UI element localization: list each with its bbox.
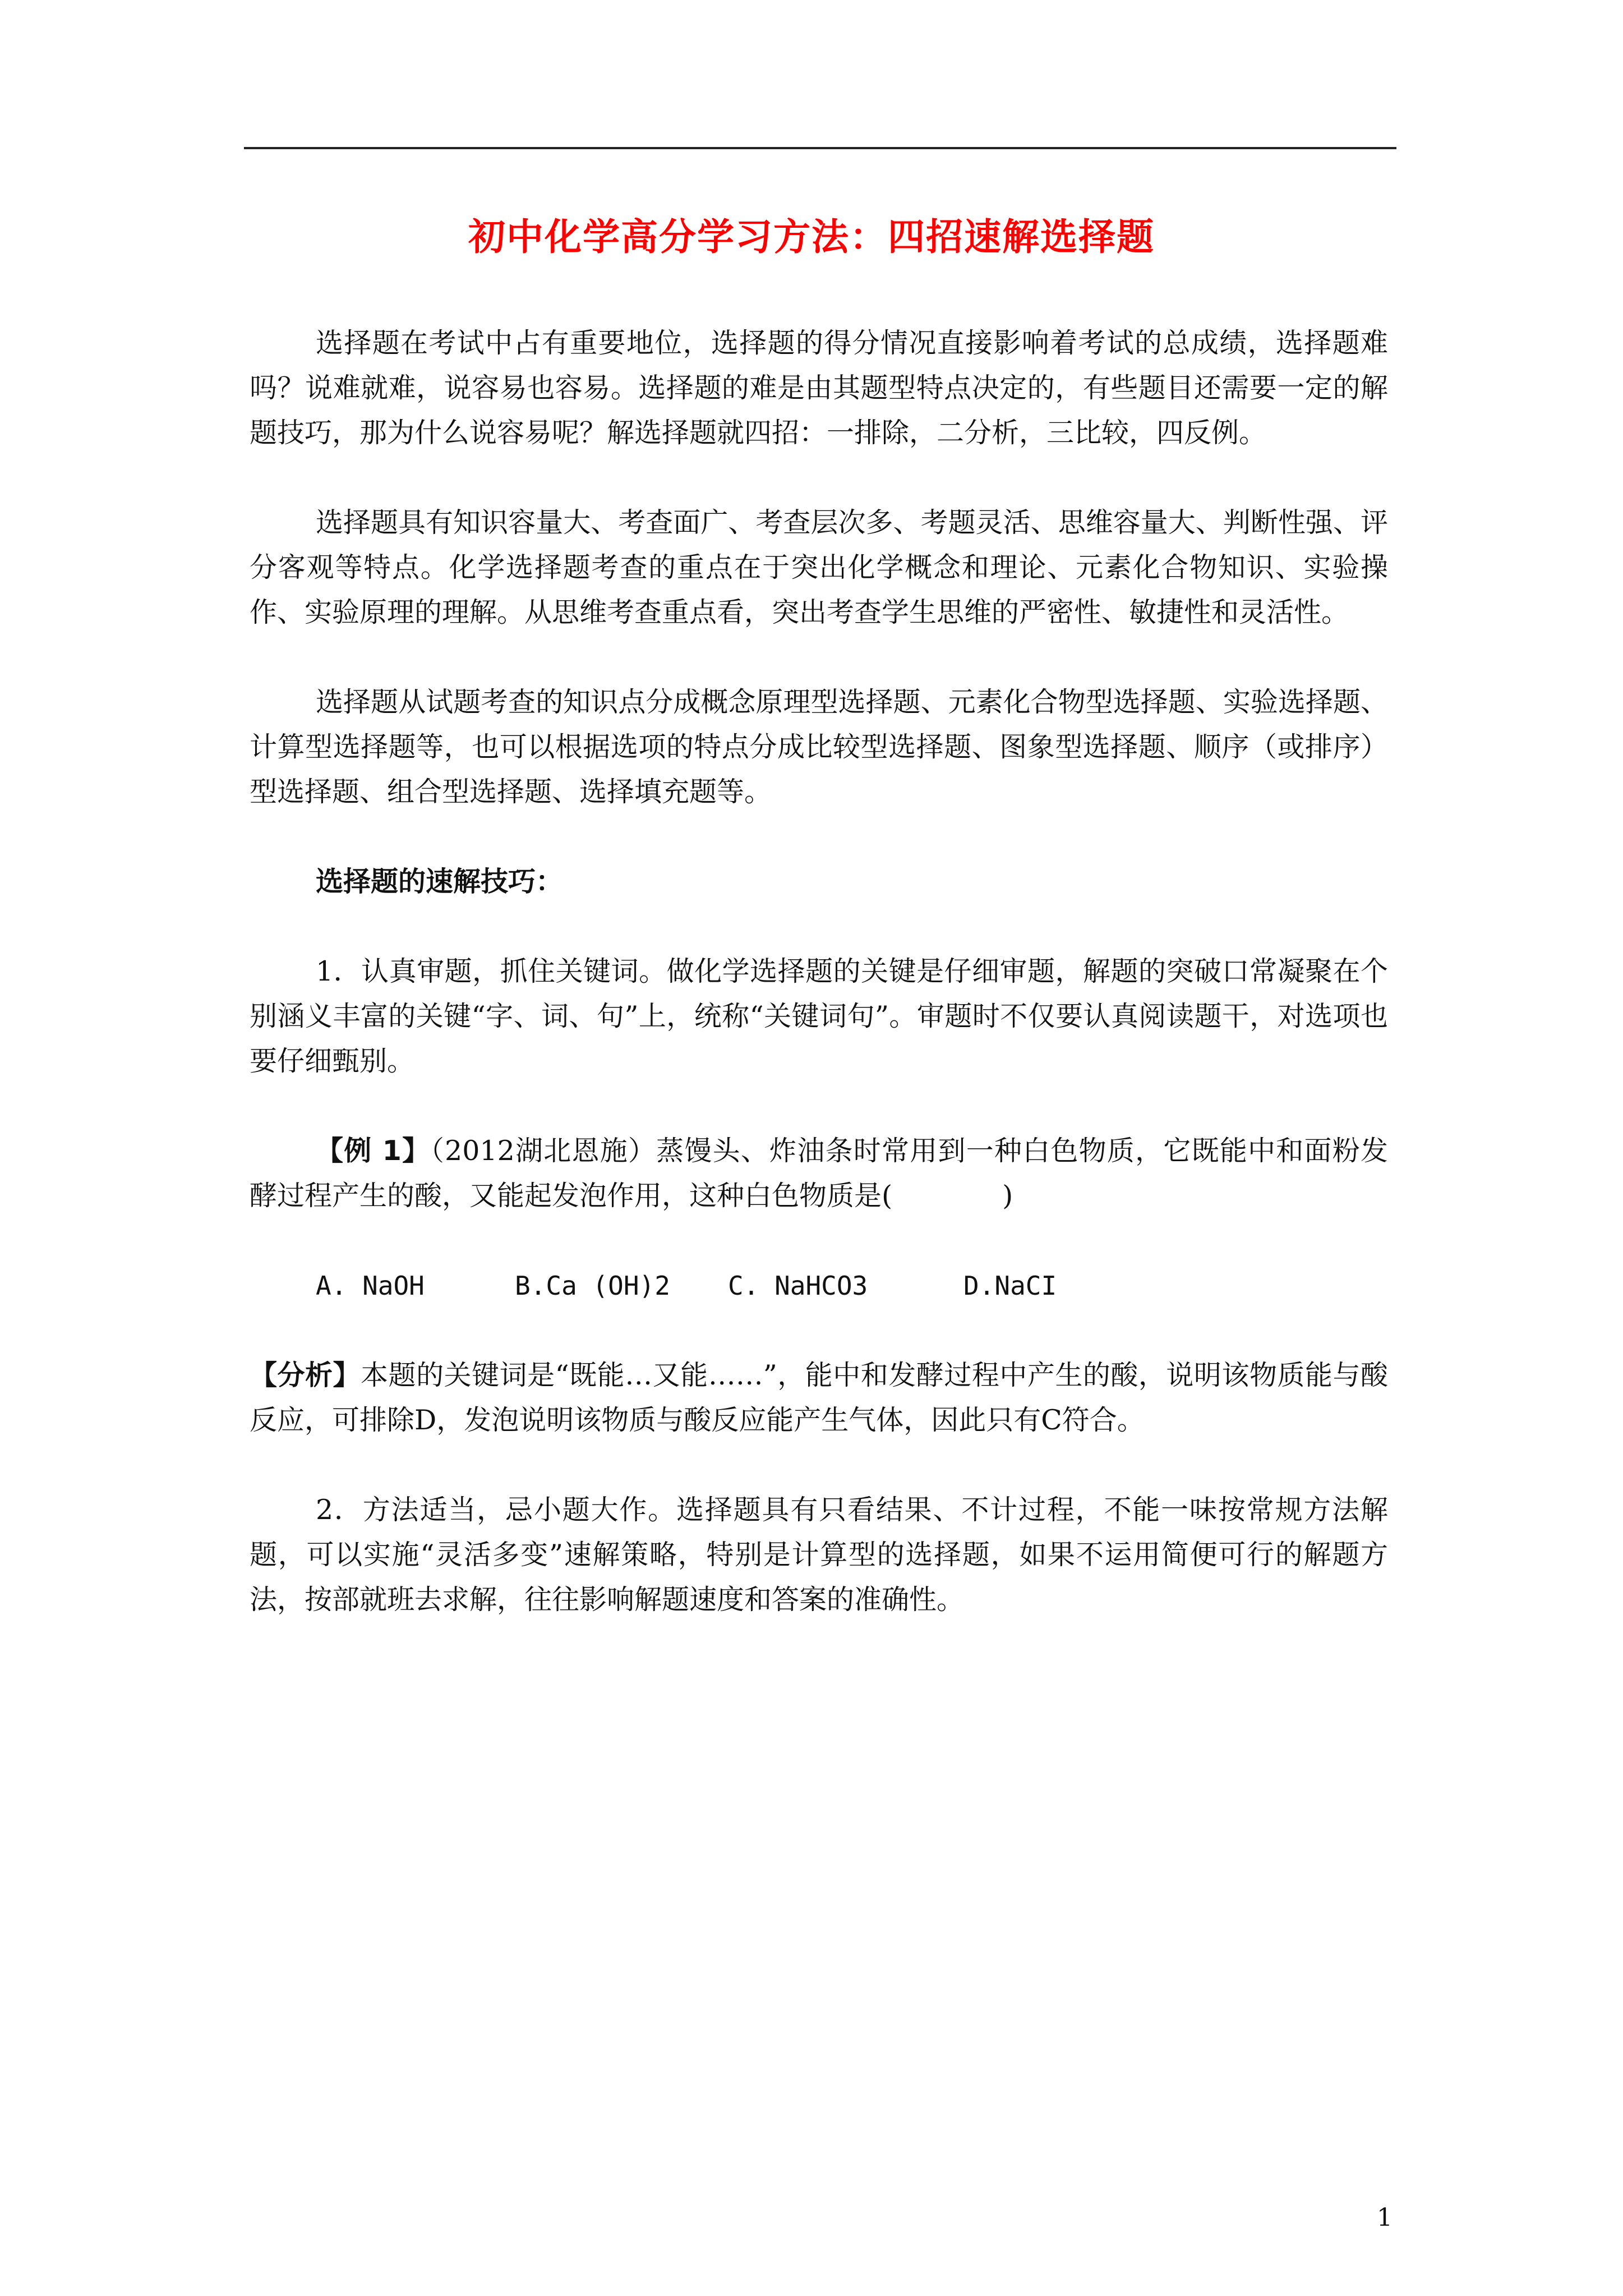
option-a: A. NaOH (316, 1271, 425, 1301)
analysis-paragraph (250, 1353, 1388, 1443)
document-body (250, 321, 1388, 1667)
option-d: D.NaCI (963, 1271, 1057, 1301)
intro-paragraph: 选择题在考试中占有重要地位，选择题的得分情况直接影响着考试的总成绩，选择题难吗？说难就难，说容易也容易。选择题的难是由其题型特点决定的，有些题目还需要一定的解题技巧，那为什么说容易呢？解选择题就四招：一排除，二分析，三比较，四反例。 (250, 327, 1388, 449)
tip-2-paragraph: 2．方法适当，忌小题大作。选择题具有只看结果、不计过程，不能一味按常规方法解题，可以实施“灵活多变”速解策略，特别是计算型的选择题，如果不运用简便可行的解题方法，按部就班去求解，往往影响解题速度和答案的准确性。 (250, 1494, 1388, 1616)
example-question-text: （2012湖北恩施）蒸馒头、炸油条时常用到一种白色物质，它既能中和面粉发酵过程产生的酸，又能起发泡作用，这种白色物质是( ) (250, 1135, 1389, 1212)
page-number: 1 (1377, 2203, 1393, 2232)
analysis-text: 本题的关键词是“既能…又能……”，能中和发酵过程中产生的酸，说明该物质能与酸反应，可排除D，发泡说明该物质与酸反应能产生气体，因此只有C符合。 (250, 1359, 1388, 1436)
tip-1-paragraph: 1．认真审题，抓住关键词。做化学选择题的关键是仔细审题，解题的突破口常凝聚在个别涵义丰富的关键“字、词、句”上，统称“关键词句”。审题时不仅要认真阅读题干，对选项也要仔细甄别。 (250, 955, 1388, 1077)
example-label: 【例 1】 (316, 1135, 431, 1167)
answer-options (316, 1263, 1388, 1308)
example-1-paragraph (250, 1129, 1388, 1218)
option-b: B.Ca (OH)2 (515, 1271, 670, 1301)
types-paragraph: 选择题从试题考查的知识点分成概念原理型选择题、元素化合物型选择题、实验选择题、计算型选择题等，也可以根据选项的特点分成比较型选择题、图象型选择题、顺序（或排序）型选择题、组合型选择题、选择填充题等。 (250, 686, 1388, 808)
analysis-label: 【分析】 (250, 1359, 361, 1391)
option-c: C. NaHCO3 (728, 1271, 868, 1301)
header-rule (244, 147, 1396, 149)
features-paragraph: 选择题具有知识容量大、考查面广、考查层次多、考题灵活、思维容量大、判断性强、评分客观等特点。化学选择题考查的重点在于突出化学概念和理论、元素化合物知识、实验操作、实验原理的理解。从思维考查重点看，突出考查学生思维的严密性、敏捷性和灵活性。 (250, 507, 1388, 628)
section-heading: 选择题的速解技巧： (316, 866, 564, 898)
document-title: 初中化学高分学习方法：四招速解选择题 (468, 215, 1155, 259)
